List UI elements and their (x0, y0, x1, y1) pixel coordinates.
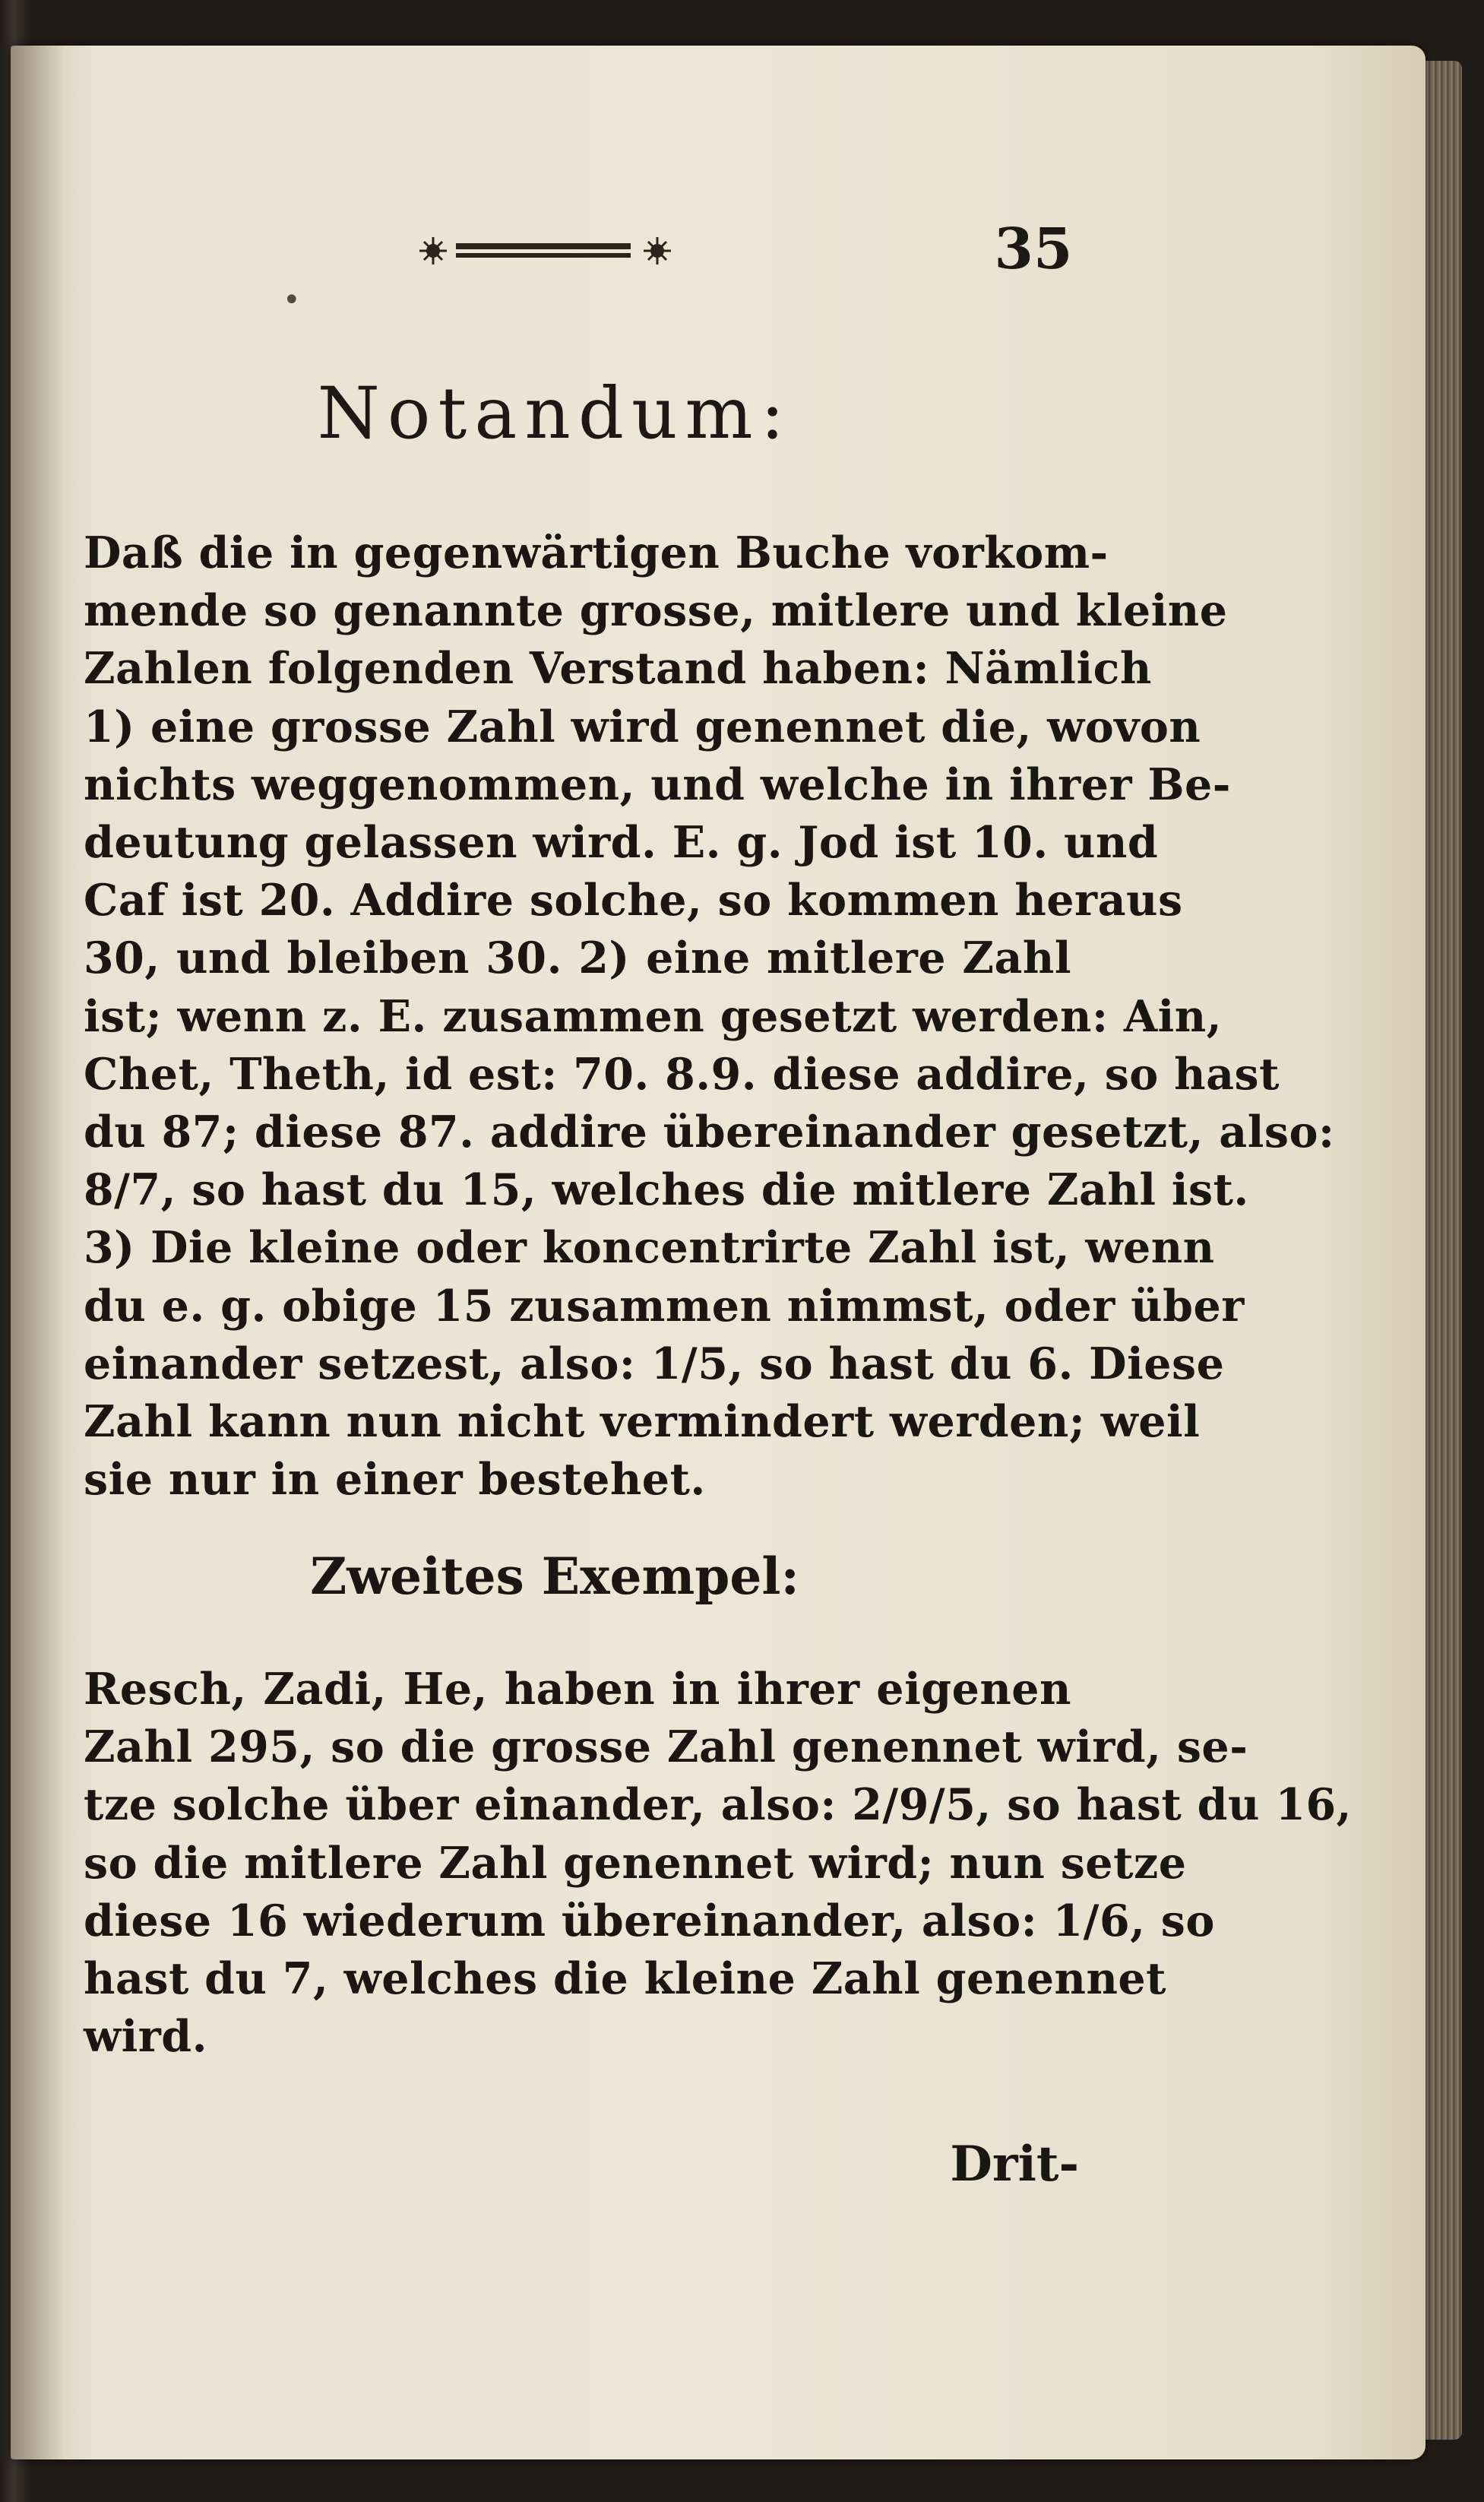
catchword: Drit- (950, 2136, 1079, 2193)
paragraph-example (84, 1661, 1352, 2066)
text-line: ist; wenn z. E. zusammen gesetzt werden: Ain, (84, 990, 1223, 1042)
page-number: 35 (994, 217, 1073, 282)
text-line: Zahlen folgenden Verstand haben: Nämlich (84, 643, 1152, 695)
binding-gutter (11, 46, 64, 2459)
header-ornament (410, 228, 684, 274)
text-line: so die mitlere Zahl genennet wird; nun setze (84, 1837, 1187, 1889)
ink-speck: • (283, 283, 301, 318)
text-line: Zahl kann nun nicht vermindert werden; weil (84, 1396, 1201, 1448)
text-line: mende so genannte grosse, mitlere und kleine (84, 585, 1228, 637)
text-line: einander setzest, also: 1/5, so hast du 6. Diese (84, 1338, 1225, 1389)
text-line: 30, und bleiben 30. 2) eine mitlere Zahl (84, 933, 1071, 984)
text-line: Caf ist 20. Addire solche, so kommen heraus (84, 875, 1183, 926)
text-line: du e. g. obige 15 zusammen nimmst, oder über (84, 1280, 1245, 1332)
paragraph-notandum (84, 524, 1335, 1509)
text-line: Resch, Zadi, He, haben in ihrer eigenen (84, 1664, 1071, 1715)
text-line: 1) eine grosse Zahl wird genennet die, wovon (84, 701, 1201, 752)
text-line: sie nur in einer bestehet. (84, 1454, 706, 1506)
page-stack-edge (1425, 61, 1462, 2440)
text-line: hast du 7, welches die kleine Zahl genennet (84, 1953, 1166, 2005)
text-line: tze solche über einander, also: 2/9/5, so hast du 16, (84, 1779, 1352, 1831)
text-line: 8/7, so hast du 15, welches die mitlere Zahl ist. (84, 1164, 1249, 1216)
text-line: wird. (84, 2011, 207, 2063)
text-line: diese 16 wiederum übereinander, also: 1/6, so (84, 1895, 1215, 1946)
text-line: Zahl 295, so die grosse Zahl genennet wird, se- (84, 1721, 1248, 1773)
text-line: Daß die in gegenwärtigen Buche vorkom- (84, 527, 1109, 578)
example-heading: Zweites Exempel: (310, 1547, 799, 1606)
text-line: deutung gelassen wird. E. g. Jod ist 10. und (84, 817, 1159, 869)
text-line: nichts weggenommen, und welche in ihrer Be- (84, 759, 1231, 810)
text-line: Chet, Theth, id est: 70. 8.9. diese addire, so hast (84, 1048, 1280, 1100)
text-line: du 87; diese 87. addire übereinander gesetzt, also: (84, 1107, 1335, 1158)
text-line: 3) Die kleine oder koncentrirte Zahl ist, wenn (84, 1222, 1215, 1274)
section-heading: Notandum: (317, 372, 793, 455)
